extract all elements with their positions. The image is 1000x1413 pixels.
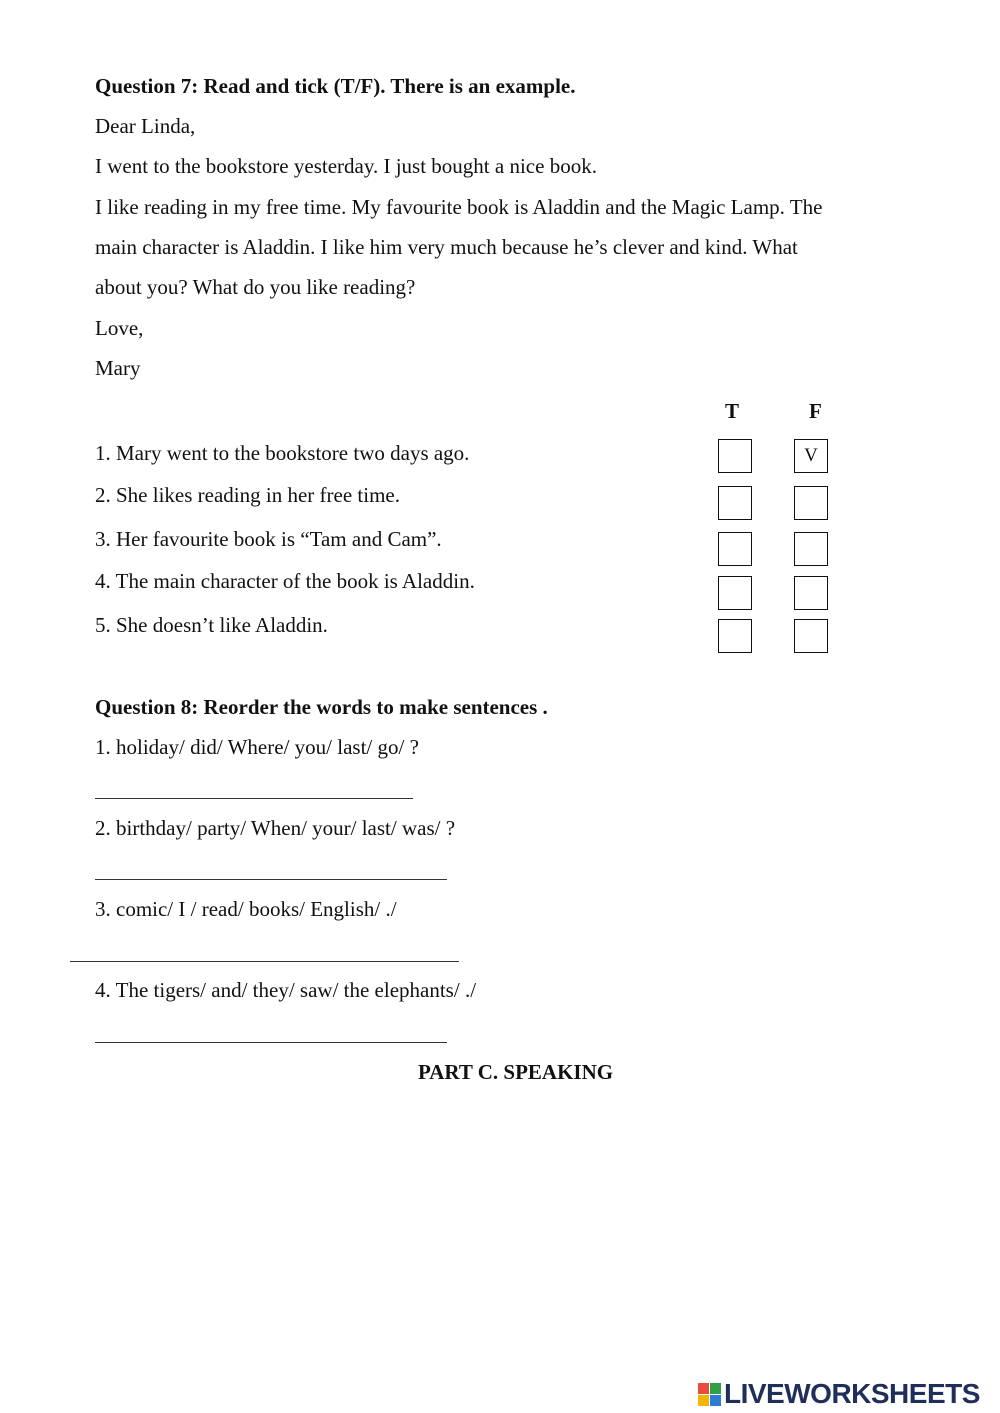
part-c-heading: PART C. SPEAKING xyxy=(418,1060,614,1084)
statement-3: 3. Her favourite book is “Tam and Cam”. xyxy=(95,527,442,551)
liveworksheets-logo xyxy=(698,1378,980,1410)
answer-field-2[interactable] xyxy=(95,857,447,880)
liveworksheets-mark-icon xyxy=(698,1383,721,1406)
reorder-item-1: 1. holiday/ did/ Where/ you/ last/ go/ ? xyxy=(95,735,419,759)
letter-closing: Love, xyxy=(95,316,144,340)
letter-line: about you? What do you like reading? xyxy=(95,275,416,299)
answer-field-1[interactable] xyxy=(95,776,413,799)
false-checkbox-1[interactable]: V xyxy=(794,439,828,473)
letter-line: I went to the bookstore yesterday. I just bought a nice book. xyxy=(95,154,597,178)
true-checkbox-5[interactable] xyxy=(718,619,752,653)
reorder-item-3: 3. comic/ I / read/ books/ English/ ./ xyxy=(95,897,397,921)
question-7-title: Question 7: Read and tick (T/F). There is an example. xyxy=(95,74,576,98)
reorder-item-4: 4. The tigers/ and/ they/ saw/ the elephants/ ./ xyxy=(95,978,477,1002)
false-checkbox-3[interactable] xyxy=(794,532,828,566)
answer-field-4[interactable] xyxy=(95,1020,447,1043)
column-header-true: T xyxy=(725,399,740,423)
reorder-item-2: 2. birthday/ party/ When/ your/ last/ was/ ? xyxy=(95,816,456,840)
statement-2: 2. She likes reading in her free time. xyxy=(95,483,400,507)
false-checkbox-4[interactable] xyxy=(794,576,828,610)
statement-5: 5. She doesn’t like Aladdin. xyxy=(95,613,328,637)
true-checkbox-3[interactable] xyxy=(718,532,752,566)
true-checkbox-4[interactable] xyxy=(718,576,752,610)
question-8-title: Question 8: Reorder the words to make sentences . xyxy=(95,695,548,719)
letter-greeting: Dear Linda, xyxy=(95,114,196,138)
letter-signature: Mary xyxy=(95,356,141,380)
answer-field-3[interactable] xyxy=(70,939,459,962)
letter-line: main character is Aladdin. I like him very much because he’s clever and kind. What xyxy=(95,235,798,259)
column-header-false: F xyxy=(809,399,822,423)
true-checkbox-1[interactable] xyxy=(718,439,752,473)
liveworksheets-wordmark: LIVEWORKSHEETS xyxy=(724,1378,980,1409)
statement-4: 4. The main character of the book is Aladdin. xyxy=(95,569,475,593)
false-checkbox-2[interactable] xyxy=(794,486,828,520)
letter-line: I like reading in my free time. My favourite book is Aladdin and the Magic Lamp. The xyxy=(95,195,823,219)
statement-1: 1. Mary went to the bookstore two days ago. xyxy=(95,441,470,465)
false-checkbox-5[interactable] xyxy=(794,619,828,653)
true-checkbox-2[interactable] xyxy=(718,486,752,520)
